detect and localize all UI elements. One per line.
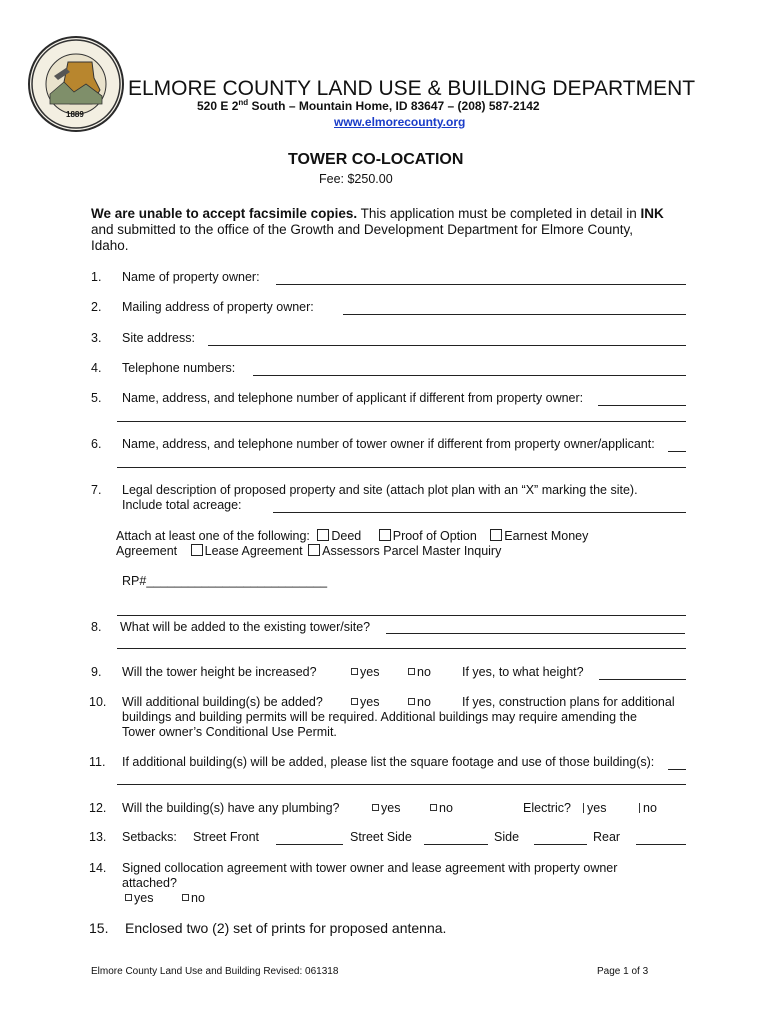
legal-description-label: Legal description of proposed property and site (attach plot plan with an “X” marking the site). (122, 483, 638, 497)
electric-yes-option[interactable] (583, 801, 606, 815)
rear-label: Rear (593, 830, 621, 844)
site-address-label: Site address: (122, 331, 195, 345)
item-number: 4. (91, 361, 102, 375)
plumbing-no-option[interactable] (430, 801, 453, 815)
street-side-label: Street Side (350, 830, 412, 844)
deed-option: Deed (331, 529, 362, 543)
attachment-options-2 (116, 544, 501, 558)
mailing-address-label: Mailing address of property owner: (122, 300, 314, 314)
electric-yes-checkbox[interactable] (583, 803, 584, 813)
legal-description-extra-field[interactable] (117, 615, 686, 616)
telephone-label: Telephone numbers: (122, 361, 236, 375)
website-link[interactable]: www.elmorecounty.org (334, 115, 466, 129)
property-owner-label: Name of property owner: (122, 270, 260, 284)
street-front-label: Street Front (193, 830, 259, 844)
earnest-money-checkbox[interactable] (490, 529, 502, 541)
earnest-money-option: Earnest Money (504, 529, 589, 543)
tower-owner-field-2[interactable] (117, 467, 686, 468)
buildings-yes-option[interactable] (351, 695, 379, 709)
item-number: 10. (89, 695, 107, 709)
item-number: 8. (91, 620, 102, 634)
square-footage-field-2[interactable] (117, 784, 686, 785)
proof-of-option-option: Proof of Option (392, 529, 477, 543)
tower-owner-label: Name, address, and telephone number of tower owner if different from property owner/applicant: (122, 437, 655, 451)
yes-label: yes (381, 801, 401, 815)
electric-label: Electric? (523, 801, 571, 815)
item-number: 5. (91, 391, 102, 405)
additions-field-2[interactable] (117, 648, 686, 649)
construction-plans-note-3: Tower owner’s Conditional Use Permit. (122, 725, 337, 739)
yes-label: yes (134, 891, 154, 905)
address-rest: South – Mountain Home, ID 83647 – (208) 587-2142 (248, 99, 540, 113)
county-seal (28, 36, 124, 132)
assessors-inquiry-checkbox[interactable] (308, 544, 320, 556)
item-number: 7. (91, 483, 102, 497)
intro-paragraph (91, 206, 711, 254)
deed-checkbox[interactable] (317, 529, 329, 541)
address-sup: nd (238, 98, 249, 107)
construction-plans-note: If yes, construction plans for additional (462, 695, 675, 709)
assessors-inquiry-option: Assessors Parcel Master Inquiry (322, 544, 502, 558)
tower-owner-field-1[interactable] (668, 451, 686, 452)
item-number: 15. (89, 920, 109, 936)
no-label: no (191, 891, 205, 905)
ink-emphasis: INK (640, 206, 664, 221)
side-label: Side (494, 830, 520, 844)
applicant-field-1[interactable] (598, 405, 686, 406)
proof-of-option-checkbox[interactable] (379, 529, 391, 541)
item-number: 2. (91, 300, 102, 314)
collocation-agreement-label-2: attached? (122, 876, 177, 890)
applicant-label: Name, address, and telephone number of applicant if different from property owner: (122, 391, 584, 405)
acreage-label: Include total acreage: (122, 498, 242, 512)
additions-field-1[interactable] (386, 633, 685, 634)
plumbing-no-checkbox[interactable] (430, 804, 437, 811)
item-number: 13. (89, 830, 107, 844)
address-part: 520 E 2 (197, 99, 239, 113)
height-value-label: If yes, to what height? (462, 665, 584, 679)
no-label: no (439, 801, 453, 815)
street-front-field[interactable] (276, 844, 343, 845)
electric-no-option[interactable] (639, 801, 657, 815)
item-number: 12. (89, 801, 107, 815)
yes-label: yes (360, 695, 380, 709)
site-address-field[interactable] (208, 345, 686, 346)
height-yes-option[interactable] (351, 665, 379, 679)
yes-label: yes (587, 801, 607, 815)
attachment-options (116, 529, 588, 543)
height-yes-checkbox[interactable] (351, 668, 358, 675)
lease-agreement-option: Lease Agreement (204, 544, 303, 558)
footer-revision: Elmore County Land Use and Building Revised: 061318 (91, 966, 339, 977)
mailing-address-field[interactable] (343, 314, 686, 315)
page-number: Page 1 of 3 (597, 966, 649, 977)
lease-agreement-checkbox[interactable] (191, 544, 203, 556)
collocation-agreement-label: Signed collocation agreement with tower owner and lease agreement with property owner (122, 861, 618, 875)
acreage-field[interactable] (273, 512, 686, 513)
applicant-field-2[interactable] (117, 421, 686, 422)
plumbing-yes-checkbox[interactable] (372, 804, 379, 811)
buildings-no-checkbox[interactable] (408, 698, 415, 705)
height-no-option[interactable] (408, 665, 431, 679)
no-label: no (417, 695, 431, 709)
item-number: 14. (89, 861, 107, 875)
no-label: no (643, 801, 657, 815)
electric-no-checkbox[interactable] (639, 803, 640, 813)
attachment-label: Attach at least one of the following: (116, 529, 310, 543)
department-address (197, 98, 540, 113)
form-title: TOWER CO-LOCATION (288, 151, 464, 168)
buildings-no-option[interactable] (408, 695, 431, 709)
telephone-field[interactable] (253, 375, 686, 376)
yes-label: yes (360, 665, 380, 679)
item-number: 3. (91, 331, 102, 345)
agreement-yes-checkbox[interactable] (125, 894, 132, 901)
construction-plans-note-2: buildings and building permits will be required. Additional buildings may require amending the (122, 710, 637, 724)
intro-line-2: and submitted to the office of the Growth and Development Department for Elmore County, (91, 222, 634, 237)
buildings-yes-checkbox[interactable] (351, 698, 358, 705)
no-label: no (417, 665, 431, 679)
agreement-option: Agreement (116, 544, 178, 558)
seal-year: 1889 (66, 110, 84, 119)
square-footage-label: If additional building(s) will be added, please list the square footage and use of those building(s): (122, 755, 655, 769)
plumbing-label: Will the building(s) have any plumbing? (122, 801, 340, 815)
fee-text: Fee: $250.00 (319, 172, 393, 186)
fax-warning: We are unable to accept facsimile copies. (91, 206, 358, 221)
street-side-field[interactable] (424, 844, 488, 845)
rp-number-field[interactable]: RP#__________________________ (122, 574, 328, 588)
additional-buildings-label: Will additional building(s) be added? (122, 695, 323, 709)
height-no-checkbox[interactable] (408, 668, 415, 675)
additions-label: What will be added to the existing tower/site? (120, 620, 371, 634)
item-number: 11. (89, 755, 106, 769)
item-number: 9. (91, 665, 102, 679)
setbacks-label: Setbacks: (122, 830, 177, 844)
intro-line-3: Idaho. (91, 238, 129, 253)
height-value-field[interactable] (599, 679, 686, 680)
item-number: 6. (91, 437, 102, 451)
side-field[interactable] (534, 844, 587, 845)
square-footage-field-1[interactable] (668, 769, 686, 770)
plumbing-yes-option[interactable] (372, 801, 400, 815)
agreement-no-checkbox[interactable] (182, 894, 189, 901)
rear-field[interactable] (636, 844, 686, 845)
agreement-no-option[interactable] (182, 891, 205, 905)
intro-text: This application must be completed in detail in (357, 206, 641, 221)
agreement-yes-option[interactable] (125, 891, 153, 905)
department-title: ELMORE COUNTY LAND USE & BUILDING DEPARTMENT (128, 77, 696, 100)
property-owner-field[interactable] (276, 284, 686, 285)
item-number: 1. (91, 270, 102, 284)
height-increase-label: Will the tower height be increased? (122, 665, 317, 679)
prints-label: Enclosed two (2) set of prints for proposed antenna. (125, 920, 447, 936)
